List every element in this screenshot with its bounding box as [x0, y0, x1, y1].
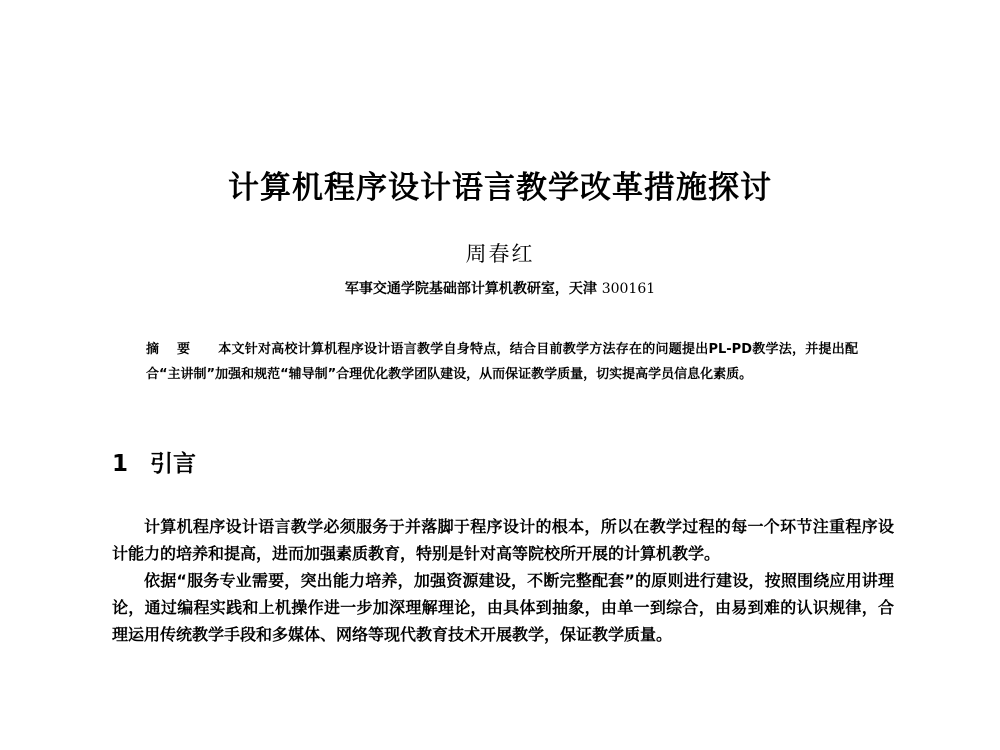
author-name: 周春红: [465, 242, 535, 266]
body-text: [112, 513, 894, 648]
abstract-label: 摘要: [146, 342, 209, 357]
paragraph: 依据“服务专业需要，突出能力培养，加强资源建设，不断完整配套”的原则进行建设，按照围绕应用讲理论，通过编程实践和上机操作进一步加深理解理论，由具体到抽象，由单一到综合，由易到难的认识规律，合理运用传统教学手段和多媒体、网络等现代教育技术开展教学，保证教学质量。: [112, 571, 894, 644]
section-title: 引言: [150, 451, 196, 477]
section-number: 1: [112, 451, 129, 477]
postal-code: 300161: [601, 281, 656, 297]
affiliation-text: 军事交通学院基础部计算机教研室，天津: [344, 281, 597, 297]
section-heading: [112, 448, 196, 480]
paper-title: 计算机程序设计语言教学改革措施探讨: [228, 170, 772, 206]
paragraph: 计算机程序设计语言教学必须服务于并落脚于程序设计的根本，所以在教学过程的每一个环节注重程序设计能力的培养和提高，进而加强素质教育，特别是针对高等院校所开展的计算机教学。: [112, 517, 894, 563]
abstract: [146, 337, 858, 387]
author-affiliation: [0, 278, 1000, 300]
abstract-text: 本文针对高校计算机程序设计语言教学自身特点，结合目前教学方法存在的问题提出PL-PD教学法，并提出配合“主讲制”加强和规范“辅导制”合理优化教学团队建设，从而保证教学质量，切实提高学员信息化素质。: [146, 342, 858, 382]
